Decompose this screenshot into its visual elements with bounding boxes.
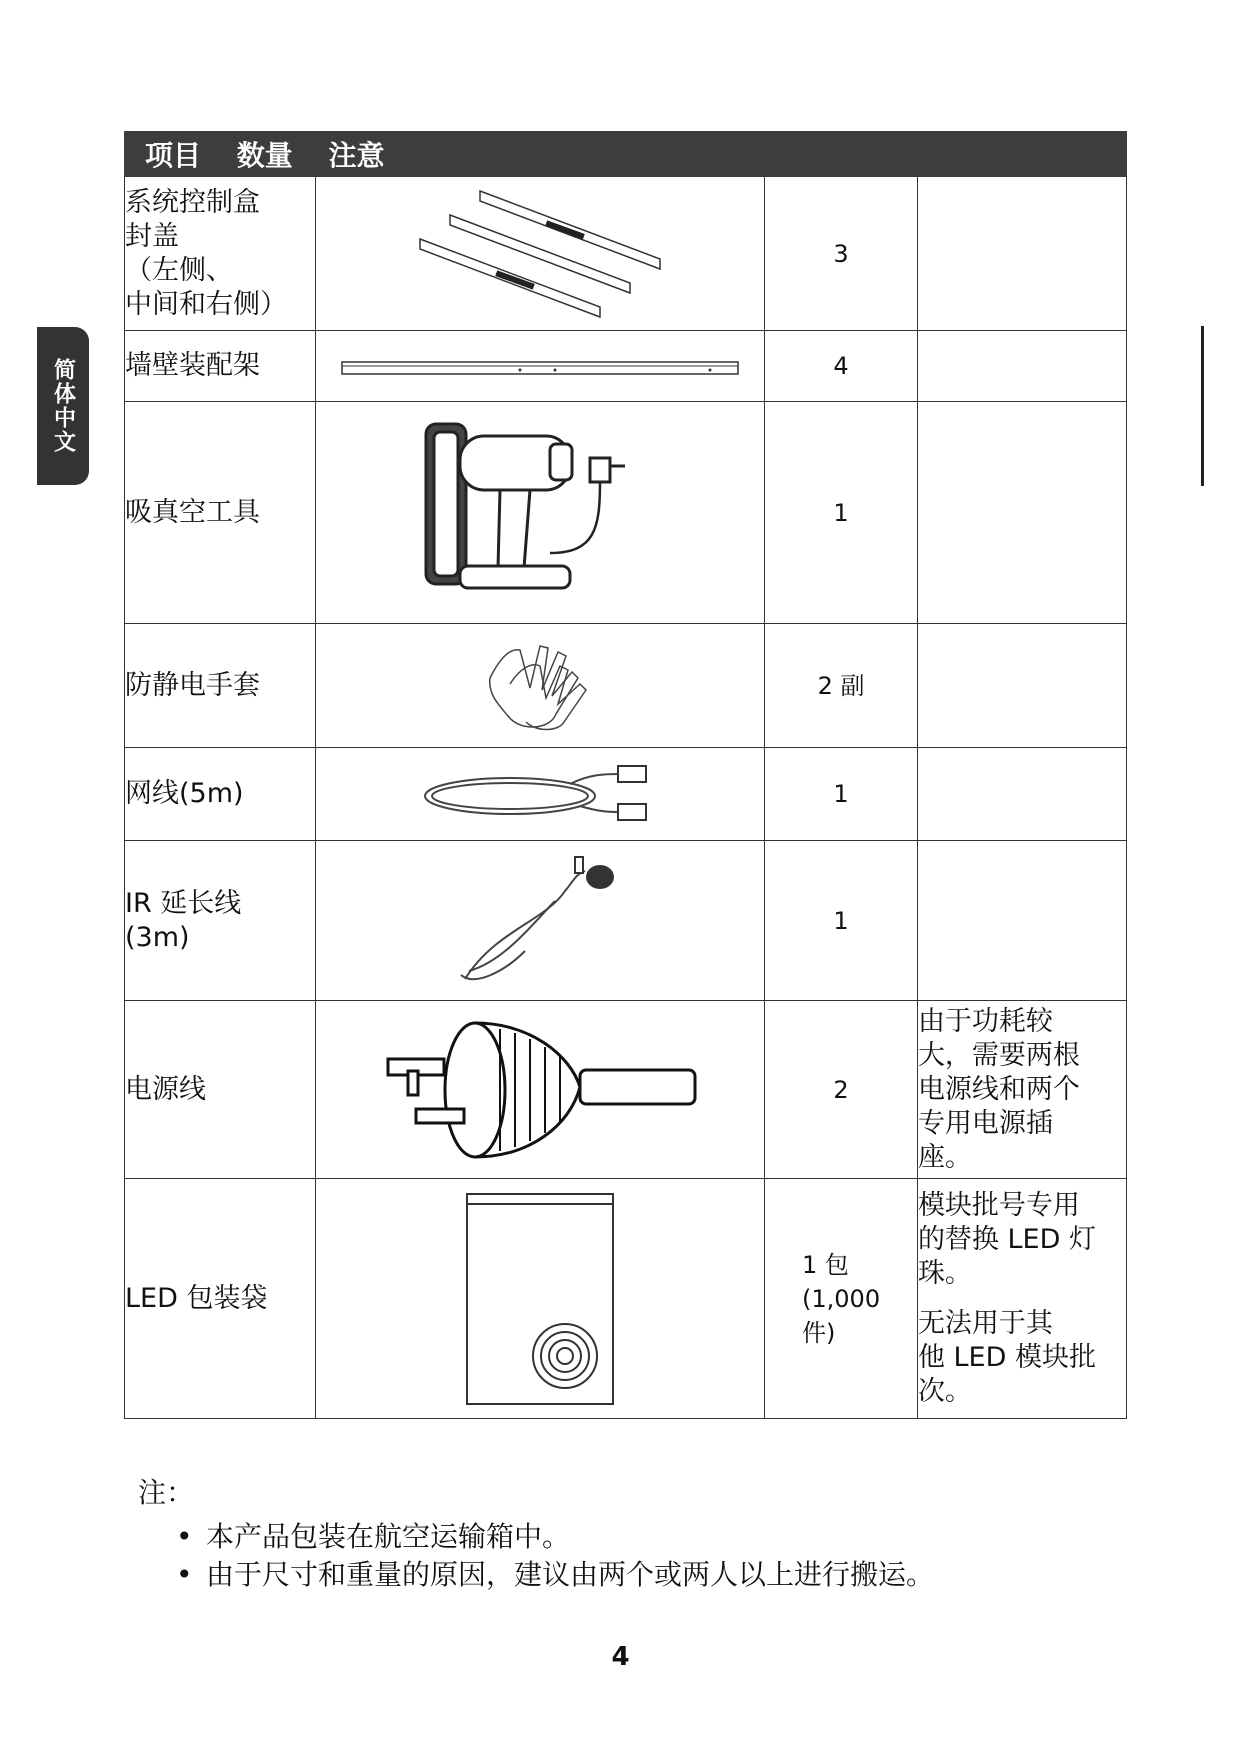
item-note (917, 331, 1126, 402)
power-plug-icon (380, 1015, 700, 1165)
page-number: 4 (611, 1642, 630, 1672)
item-note (917, 624, 1126, 748)
item-image (315, 841, 764, 1001)
glove-icon (480, 638, 600, 734)
table-row (125, 402, 1127, 624)
item-qty: 2 (765, 1001, 918, 1179)
item-name: LED 包装袋 (125, 1179, 316, 1419)
item-name: 系统控制盒 封盖 （左侧、 中间和右侧） (125, 177, 316, 331)
item-image (315, 1001, 764, 1179)
item-name: 电源线 (125, 1001, 316, 1179)
item-note (917, 841, 1126, 1001)
header-blank-2 (917, 132, 1126, 177)
table-row (125, 1001, 1127, 1179)
header-labels (125, 132, 765, 177)
notes-list (138, 1518, 934, 1594)
item-qty: 2 副 (765, 624, 918, 748)
wall-bracket-icon (340, 352, 740, 380)
item-qty: 1 (765, 841, 918, 1001)
item-image (315, 748, 764, 841)
item-qty: 1 (765, 402, 918, 624)
item-qty: 1 包 (1,000 件) (765, 1179, 918, 1419)
item-name: 网线(5m) (125, 748, 316, 841)
table-row (125, 624, 1127, 748)
led-bag-icon (465, 1192, 615, 1406)
item-image (315, 177, 764, 331)
table-header (125, 132, 1127, 177)
ir-cable-icon (455, 851, 625, 991)
list-item: • 本产品包装在航空运输箱中。 (176, 1518, 934, 1556)
item-image (315, 624, 764, 748)
header-item: 项目 (145, 139, 202, 172)
table-row (125, 1179, 1127, 1419)
item-image (315, 1179, 764, 1419)
item-name: 墙壁装配架 (125, 331, 316, 402)
vacuum-tool-icon (420, 418, 660, 608)
item-note (917, 748, 1126, 841)
table-row (125, 748, 1127, 841)
header-note: 注意 (328, 139, 385, 172)
header-blank-1 (765, 132, 918, 177)
item-note (917, 177, 1126, 331)
item-note (917, 402, 1126, 624)
item-qty: 3 (765, 177, 918, 331)
network-cable-icon (420, 762, 660, 826)
item-name: 防静电手套 (125, 624, 316, 748)
table-row (125, 177, 1127, 331)
table-row (125, 331, 1127, 402)
item-name: IR 延长线 (3m) (125, 841, 316, 1001)
notes-title: 注： (138, 1476, 195, 1509)
header-qty: 数量 (236, 139, 293, 172)
notes-section (138, 1474, 934, 1594)
item-qty: 4 (765, 331, 918, 402)
item-image (315, 331, 764, 402)
item-image (315, 402, 764, 624)
language-tab: 简体中文 (37, 327, 89, 485)
item-note: 模块批号专用 的替换 LED 灯 珠。 无法用于其 他 LED 模块批 次。 (917, 1179, 1126, 1419)
item-qty: 1 (765, 748, 918, 841)
list-item: • 由于尺寸和重量的原因，建议由两个或两人以上进行搬运。 (176, 1556, 934, 1594)
table-row (125, 841, 1127, 1001)
package-contents-table (124, 131, 1127, 1419)
cover-plates-icon (410, 189, 670, 319)
page-edge-rule (1201, 326, 1204, 486)
item-note: 由于功耗较 大，需要两根 电源线和两个 专用电源插 座。 (917, 1001, 1126, 1179)
item-name: 吸真空工具 (125, 402, 316, 624)
